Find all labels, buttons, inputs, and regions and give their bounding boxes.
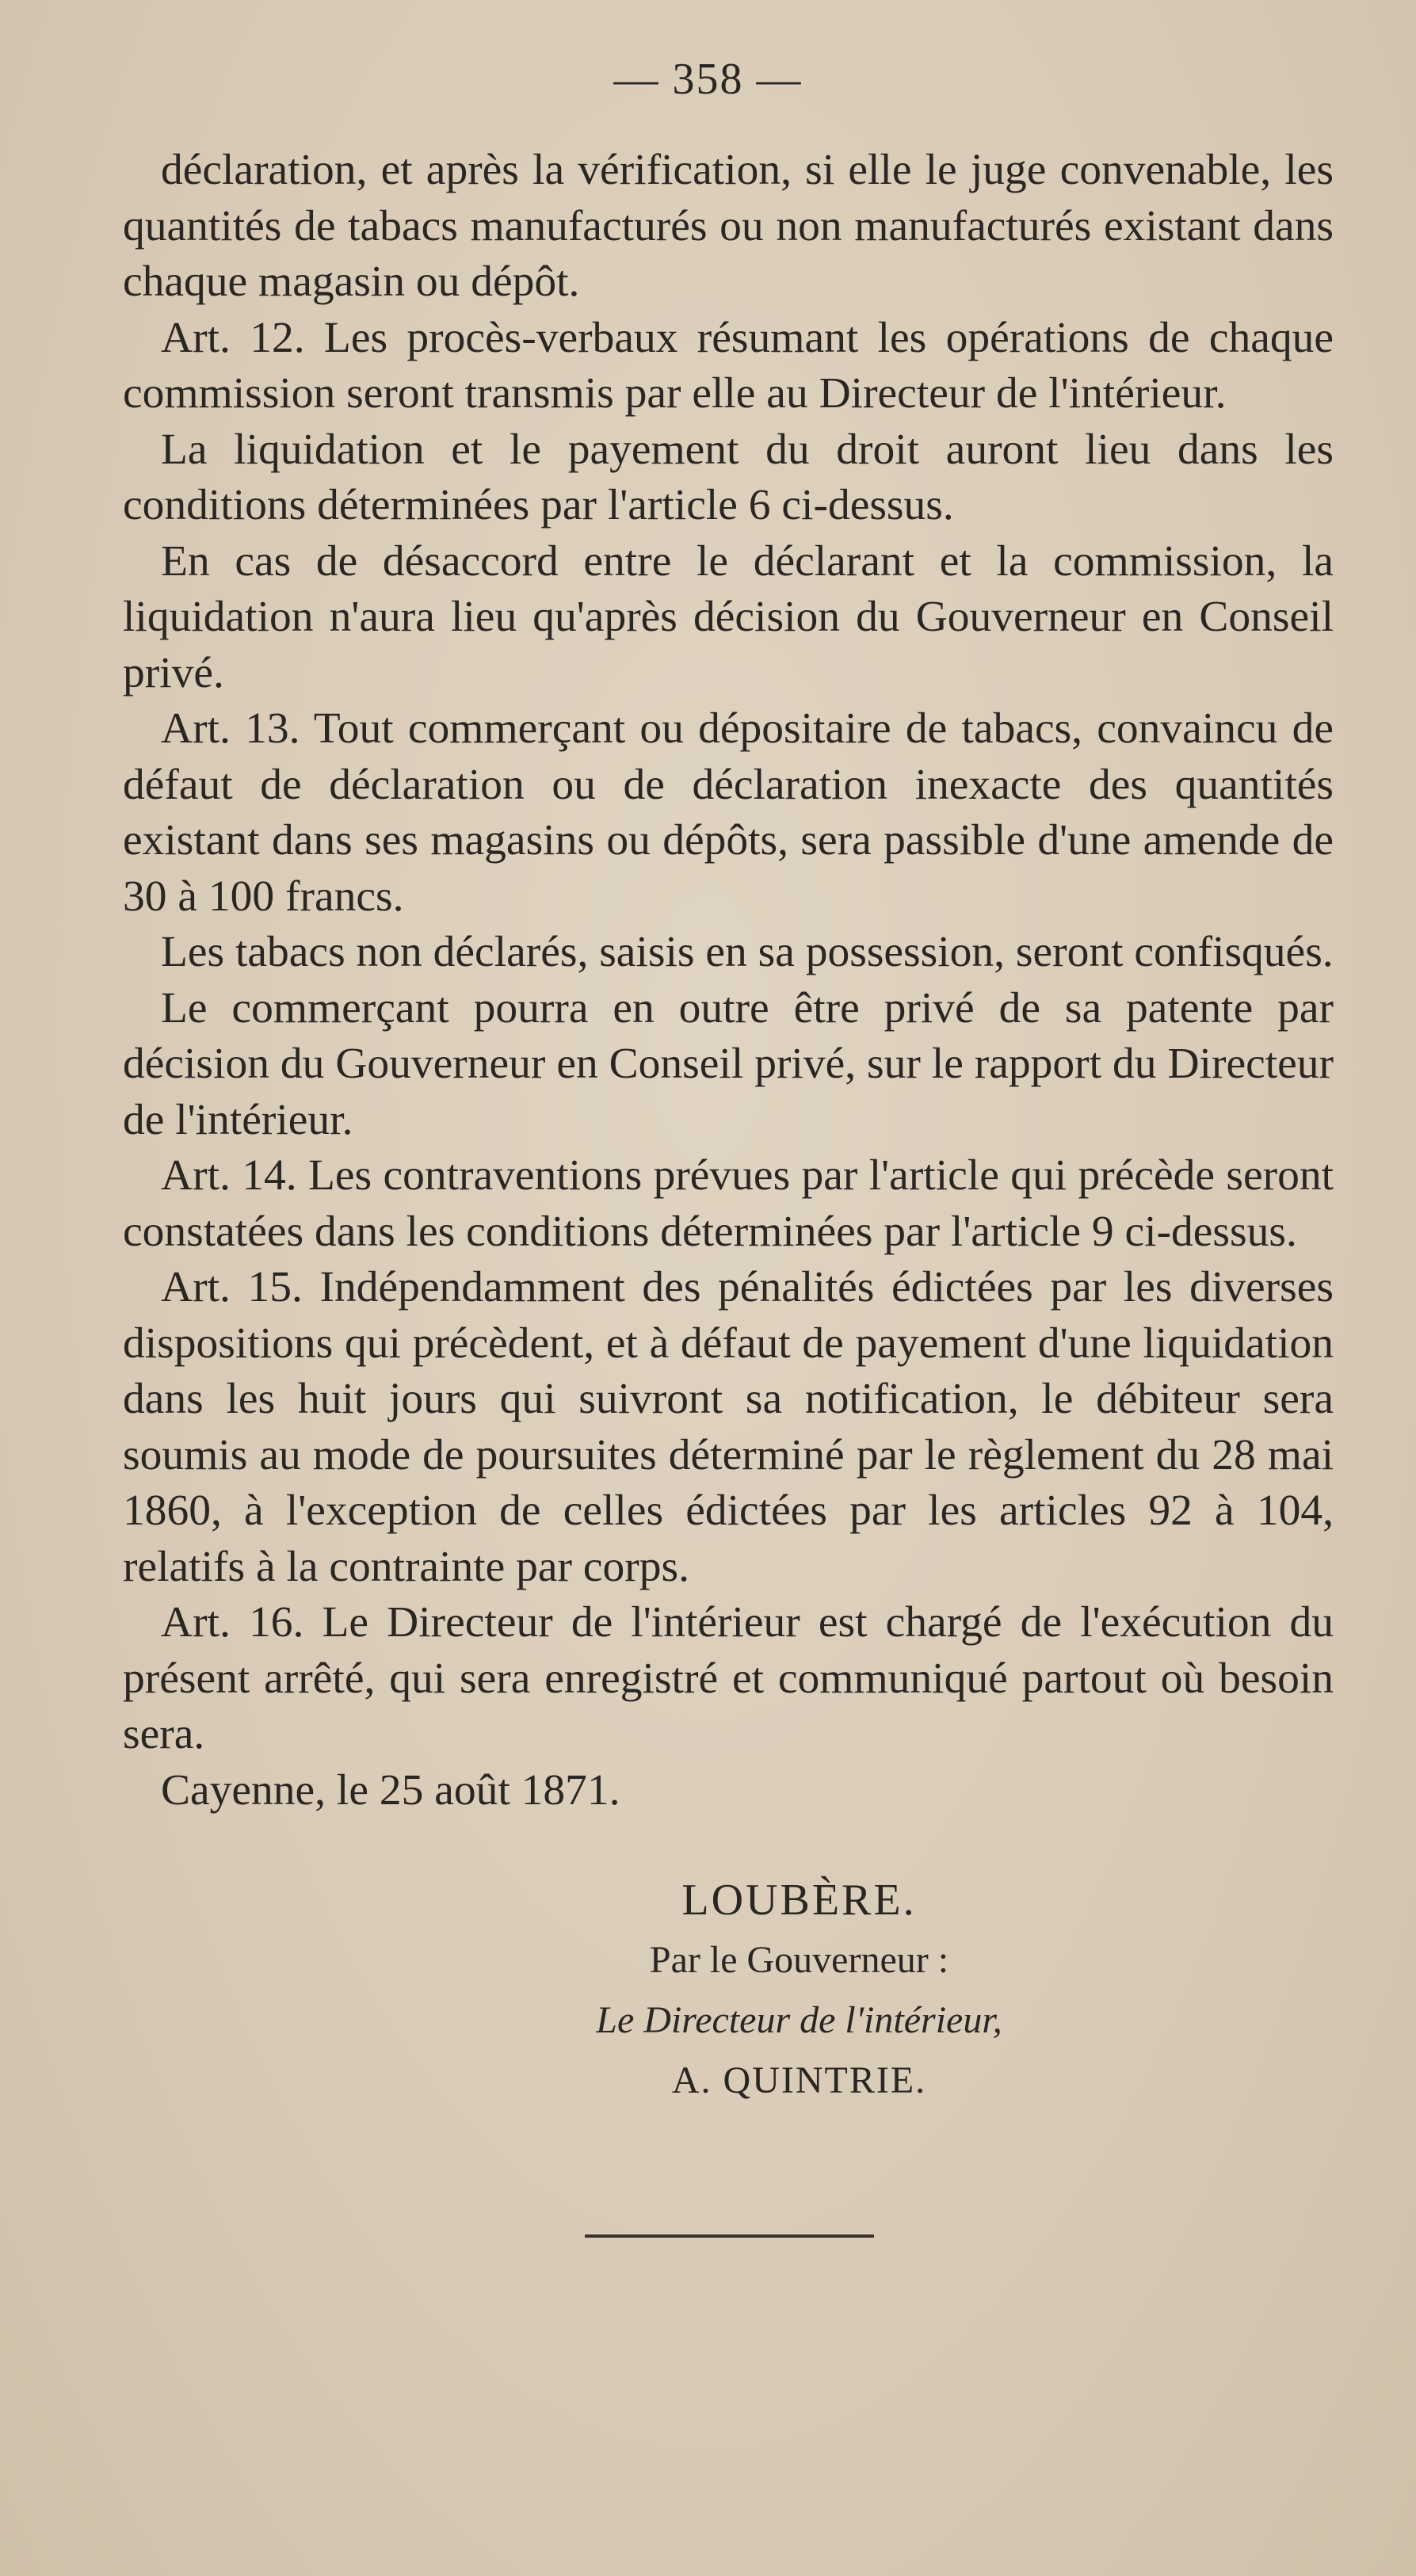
paragraph: Les tabacs non déclarés, saisis en sa possession, seront confisqués. (161, 928, 1334, 976)
paragraph: Art. 13. Tout commerçant ou dépositaire de tabacs, convaincu de défaut de déclaration ou de déclaration inexacte des quantités existant dans ses magasins ou dépôts, sera passible d'une amende de 30 à 100 francs. (123, 704, 1334, 921)
closing-rule (585, 2234, 874, 2238)
signature-role: Le Directeur de l'intérieur, (596, 1999, 1002, 2041)
paragraph: Art. 15. Indépendamment des pénalités édictées par les diverses dispositions qui précèdent, et à défaut de payement d'une liquidation dans les huit jours qui suivront sa notification, le débiteur sera soumis au mode de poursuites déterminé par le règlement du 28 mai 1860, à l'exception de celles édictées par les articles 92 à 104, relatifs à la contrainte par corps. (123, 1263, 1334, 1591)
paragraph: Art. 14. Les contraventions prévues par l'article qui précède seront constatées dans les conditions déterminées par l'article 9 ci-dessus. (123, 1151, 1334, 1256)
page-number: — 358 — (613, 55, 803, 104)
paragraph: Le commerçant pourra en outre être privé de sa patente par décision du Gouverneur en Conseil privé, sur le rapport du Directeur de l'intérieur. (123, 983, 1334, 1144)
signature-block (0, 1870, 1416, 2111)
body-text (123, 143, 1334, 1818)
signature-by-line: Par le Gouverneur : (649, 1939, 949, 1981)
signatory-name: A. QUINTRIE. (671, 2059, 927, 2101)
date-line: Cayenne, le 25 août 1871. (161, 1765, 620, 1815)
paragraph: Art. 12. Les procès-verbaux résumant les opérations de chaque commission seront transmis par elle au Directeur de l'intérieur. (123, 313, 1334, 418)
paragraph: déclaration, et après la vérification, si elle le juge convenable, les quantités de tabacs manufacturés ou non manufacturés existant dans chaque magasin ou dépôt. (123, 146, 1334, 306)
signature-name: LOUBÈRE. (681, 1876, 917, 1925)
paragraph: En cas de désaccord entre le déclarant et la commission, la liquidation n'aura lieu qu'après décision du Gouverneur en Conseil privé. (123, 536, 1334, 697)
paragraph: Art. 16. Le Directeur de l'intérieur est chargé de l'exécution du présent arrêté, qui sera enregistré et communiqué partout où besoin sera. (123, 1598, 1334, 1758)
paragraph: La liquidation et le payement du droit auront lieu dans les conditions déterminées par l'article 6 ci-dessus. (123, 425, 1334, 529)
